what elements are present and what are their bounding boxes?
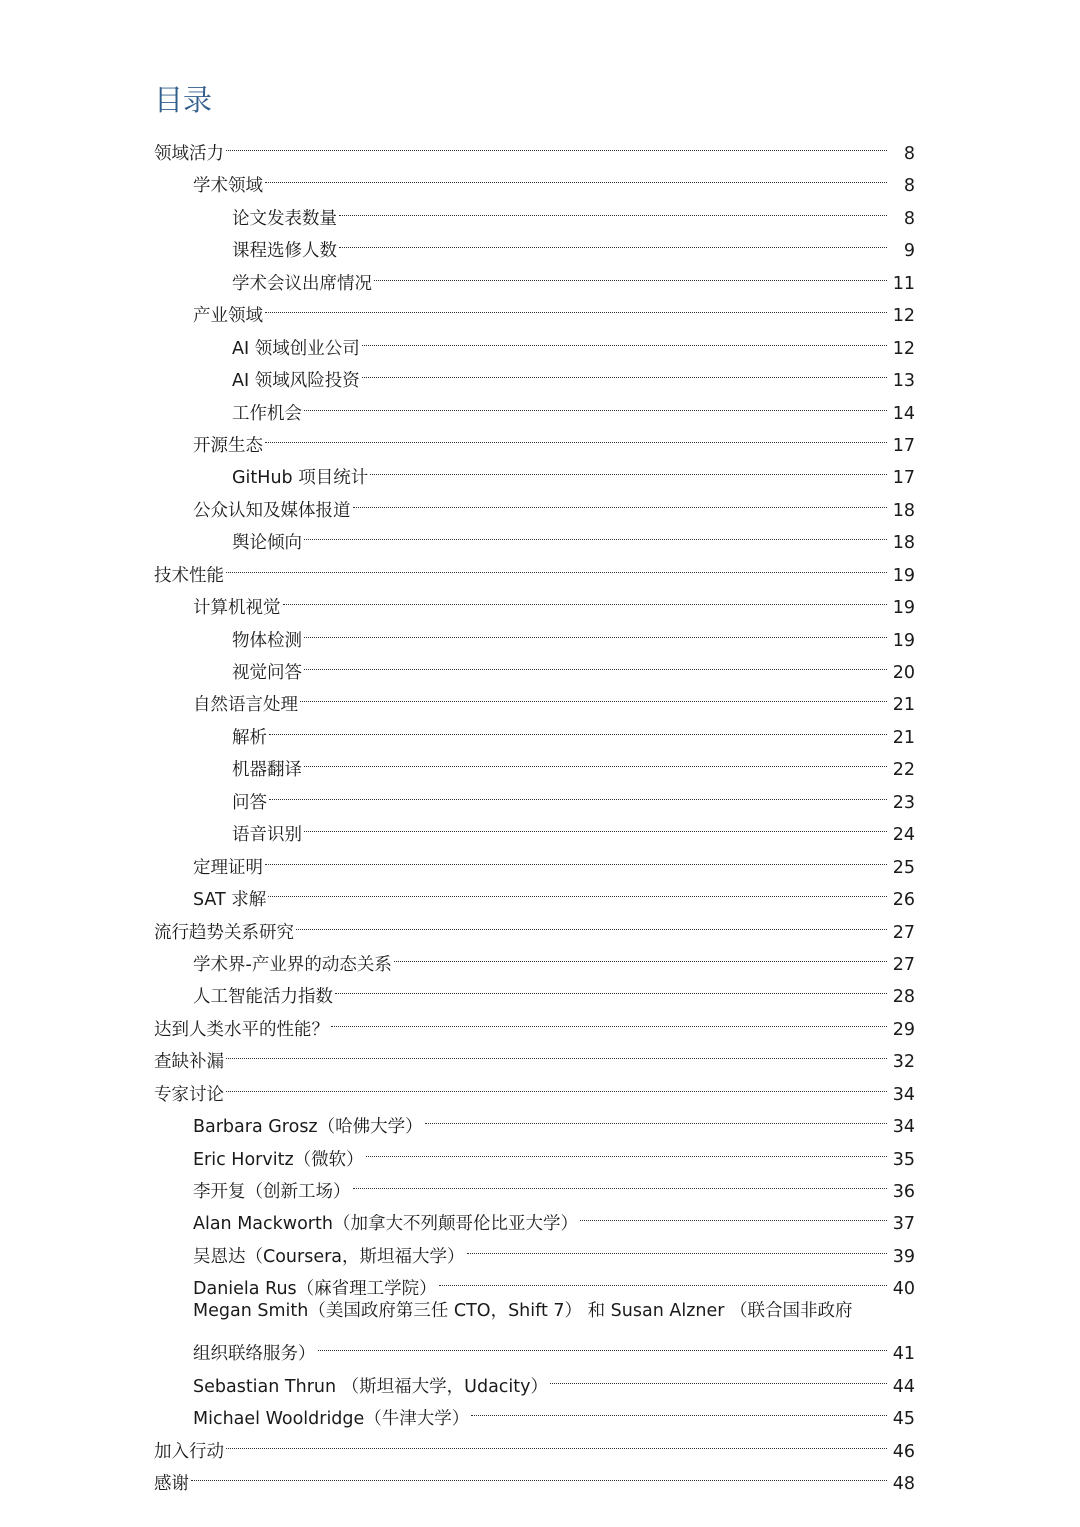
toc-entry-label: 流行趋势关系研究 (154, 922, 294, 943)
toc-page-number: 45 (892, 1409, 915, 1430)
toc-dot-leader (268, 873, 887, 905)
toc-dot-leader (269, 776, 887, 808)
toc-entry[interactable] (0, 484, 1080, 521)
toc-page-number: 11 (892, 273, 915, 294)
toc-entry-label: 公众认知及媒体报道 (193, 500, 351, 521)
toc-dot-leader (304, 516, 887, 548)
toc-entry[interactable] (0, 289, 1080, 327)
toc-dot-leader (226, 127, 887, 159)
toc-dot-leader (226, 1425, 887, 1457)
toc-page-number: 22 (892, 760, 915, 781)
toc-page-number: 18 (892, 533, 915, 554)
toc-entry-label: 解析 (232, 727, 267, 748)
toc-entry-label: 自然语言处理 (193, 695, 298, 716)
toc-entry[interactable] (0, 808, 1080, 846)
toc-page-number: 23 (892, 792, 915, 813)
toc-page-number: 21 (892, 695, 915, 716)
toc-dot-leader (304, 387, 887, 419)
toc-page-number: 13 (892, 371, 915, 392)
toc-page-number: 21 (892, 727, 915, 748)
toc-dot-leader (226, 1068, 887, 1100)
toc-dot-leader (269, 711, 887, 743)
toc-entry[interactable] (0, 1360, 1080, 1397)
toc-page-number: 19 (892, 565, 915, 586)
toc-dot-leader (265, 289, 887, 321)
toc-dot-leader (283, 581, 888, 613)
toc-entry[interactable] (0, 906, 1080, 943)
toc-entry-label: 问答 (232, 792, 267, 813)
toc-entry-label: Alan Mackworth（加拿大不列颠哥伦比亚大学） (193, 1214, 578, 1235)
toc-entry[interactable] (0, 1003, 1080, 1040)
toc-dot-leader (353, 484, 888, 516)
toc-entry-label: Michael Wooldridge（牛津大学） (193, 1409, 470, 1430)
toc-page-number: 26 (892, 890, 915, 911)
toc-entry[interactable] (0, 257, 1080, 294)
toc-entry-label: SAT 求解 (193, 890, 267, 911)
toc-entry[interactable] (0, 192, 1080, 229)
toc-entry-label: 工作机会 (232, 403, 302, 424)
toc-page-number: 41 (892, 1344, 915, 1365)
toc-entry[interactable] (0, 516, 1080, 554)
toc-entry[interactable] (0, 451, 1080, 489)
toc-entry-label: 学术界-产业界的动态关系 (193, 954, 392, 975)
toc-entry[interactable] (0, 970, 1080, 1008)
toc-entry-label: 舆论倾向 (232, 533, 302, 554)
toc-page-number: 17 (892, 468, 915, 489)
toc-list (0, 127, 1080, 1494)
toc-dot-leader (471, 1392, 887, 1424)
toc-entry-label: 定理证明 (193, 857, 263, 878)
toc-page-number: 27 (892, 954, 915, 975)
toc-dot-leader (296, 906, 887, 938)
toc-entry-label: 技术性能 (154, 565, 224, 586)
toc-entry[interactable] (0, 387, 1080, 424)
toc-dot-leader (304, 614, 887, 646)
toc-entry[interactable] (0, 678, 1080, 716)
toc-entry-label: AI 领域创业公司 (232, 338, 360, 359)
toc-page-number: 19 (892, 598, 915, 619)
toc-page-number: 46 (892, 1441, 915, 1462)
toc-entry-label: 语音识别 (232, 825, 302, 846)
toc-entry-label: Daniela Rus（麻省理工学院） (193, 1279, 437, 1300)
toc-entry-label: 专家讨论 (154, 1084, 224, 1105)
toc-dot-leader (226, 549, 887, 581)
toc-entry-label: 机器翻译 (232, 760, 302, 781)
toc-entry[interactable] (0, 614, 1080, 651)
toc-dot-leader (425, 1100, 887, 1132)
toc-dot-leader (304, 743, 887, 775)
toc-entry-label: 课程选修人数 (232, 241, 337, 262)
toc-entry[interactable] (0, 419, 1080, 456)
toc-dot-leader (362, 322, 887, 354)
toc-entry-label: 论文发表数量 (232, 208, 337, 229)
toc-dot-leader (339, 192, 887, 224)
toc-dot-leader (331, 1003, 887, 1035)
toc-entry-label: 查缺补漏 (154, 1052, 224, 1073)
toc-page-number: 8 (903, 208, 915, 229)
toc-entry[interactable] (0, 1327, 1080, 1365)
toc-entry-label: 感谢 (154, 1473, 189, 1494)
toc-entry[interactable] (0, 1425, 1080, 1462)
toc-page-number: 8 (903, 176, 915, 197)
toc-dot-leader (304, 808, 887, 840)
toc-page-number: 24 (892, 825, 915, 846)
toc-entry-label: 人工智能活力指数 (193, 987, 333, 1008)
toc-page-number: 40 (892, 1279, 915, 1300)
toc-page-number: 34 (892, 1084, 915, 1105)
toc-entry-label: 吴恩达（Coursera，斯坦福大学） (193, 1246, 465, 1267)
toc-entry[interactable] (0, 1295, 1080, 1327)
toc-page-number: 32 (892, 1052, 915, 1073)
toc-dot-leader (394, 938, 887, 970)
toc-dot-leader (467, 1230, 887, 1262)
toc-dot-leader (439, 1262, 887, 1294)
toc-entry-label: Barbara Grosz（哈佛大学） (193, 1117, 423, 1138)
toc-entry-label: GitHub 项目统计 (232, 468, 369, 489)
toc-dot-leader (366, 1133, 887, 1165)
toc-page-number: 8 (903, 144, 915, 164)
toc-dot-leader (300, 678, 887, 710)
toc-entry[interactable] (0, 1392, 1080, 1430)
toc-entry-label: AI 领域风险投资 (232, 371, 360, 392)
toc-entry-label: 达到人类水平的性能？ (154, 1019, 329, 1040)
toc-entry[interactable] (0, 322, 1080, 359)
toc-entry-label: 领域活力 (154, 144, 224, 164)
toc-dot-leader (580, 1197, 887, 1229)
toc-entry[interactable] (0, 549, 1080, 586)
toc-entry-label: 产业领域 (193, 306, 263, 327)
toc-page-number: 44 (892, 1376, 915, 1397)
toc-page-number: 17 (892, 435, 915, 456)
toc-dot-leader (265, 159, 887, 191)
toc-page-number: 14 (892, 403, 915, 424)
toc-page-number: 12 (892, 306, 915, 327)
toc-entry-label: 视觉问答 (232, 663, 302, 683)
toc-page-number: 37 (892, 1214, 915, 1235)
toc-entry-label: 学术领域 (193, 176, 263, 197)
toc-entry[interactable] (0, 1133, 1080, 1170)
toc-entry[interactable] (0, 1165, 1080, 1202)
toc-entry-label: 学术会议出席情况 (232, 273, 372, 294)
toc-entry[interactable] (0, 1197, 1080, 1235)
toc-entry-label: 加入行动 (154, 1441, 224, 1462)
toc-dot-leader (339, 224, 887, 256)
toc-entry[interactable] (0, 1262, 1080, 1300)
toc-entry[interactable] (0, 646, 1080, 683)
toc-dot-leader (191, 1457, 887, 1489)
toc-entry[interactable] (0, 743, 1080, 781)
toc-entry[interactable] (0, 127, 1080, 164)
toc-page-number: 29 (892, 1019, 915, 1040)
toc-dot-leader (265, 419, 887, 451)
toc-title: 目录 (154, 83, 213, 117)
toc-entry[interactable] (0, 711, 1080, 748)
toc-page-number: 20 (892, 663, 915, 683)
toc-dot-leader (370, 451, 887, 483)
toc-page-number: 39 (892, 1246, 915, 1267)
toc-entry[interactable] (0, 776, 1080, 813)
toc-dot-leader (353, 1165, 888, 1197)
toc-entry[interactable] (0, 841, 1080, 878)
toc-page-number: 35 (892, 1149, 915, 1170)
toc-page-number: 18 (892, 500, 915, 521)
toc-entry[interactable] (0, 873, 1080, 911)
toc-entry-label: Sebastian Thrun （斯坦福大学，Udacity） (193, 1376, 548, 1397)
toc-dot-leader (362, 354, 887, 386)
toc-entry[interactable] (0, 224, 1080, 262)
toc-page-number: 19 (892, 630, 915, 651)
toc-dot-leader (226, 1035, 887, 1067)
toc-dot-leader (318, 1327, 888, 1359)
toc-entry-label: 物体检测 (232, 630, 302, 651)
toc-page-number: 27 (892, 922, 915, 943)
toc-page-number: 34 (892, 1117, 915, 1138)
toc-entry-label: Megan Smith（美国政府第三任 CTO，Shift 7） 和 Susan Alzner （联合国非政府 (193, 1300, 853, 1321)
toc-page-number: 36 (892, 1182, 915, 1202)
toc-page-number: 28 (892, 987, 915, 1008)
toc-entry[interactable] (0, 1230, 1080, 1267)
toc-entry[interactable] (0, 354, 1080, 392)
toc-dot-leader (265, 841, 887, 873)
toc-dot-leader (335, 970, 887, 1002)
toc-entry-label: 李开复（创新工场） (193, 1182, 351, 1202)
toc-entry-label: Eric Horvitz（微软） (193, 1149, 364, 1170)
toc-page-number: 9 (903, 241, 915, 262)
toc-entry-label: 计算机视觉 (193, 598, 281, 619)
toc-entry-label: 开源生态 (193, 435, 263, 456)
toc-dot-leader (304, 646, 887, 678)
toc-page-number: 25 (892, 857, 915, 878)
toc-entry-label: 组织联络服务） (193, 1344, 316, 1365)
toc-page-number: 12 (892, 338, 915, 359)
toc-dot-leader (550, 1360, 887, 1392)
toc-page-number: 48 (892, 1473, 915, 1494)
toc-dot-leader (374, 257, 887, 289)
